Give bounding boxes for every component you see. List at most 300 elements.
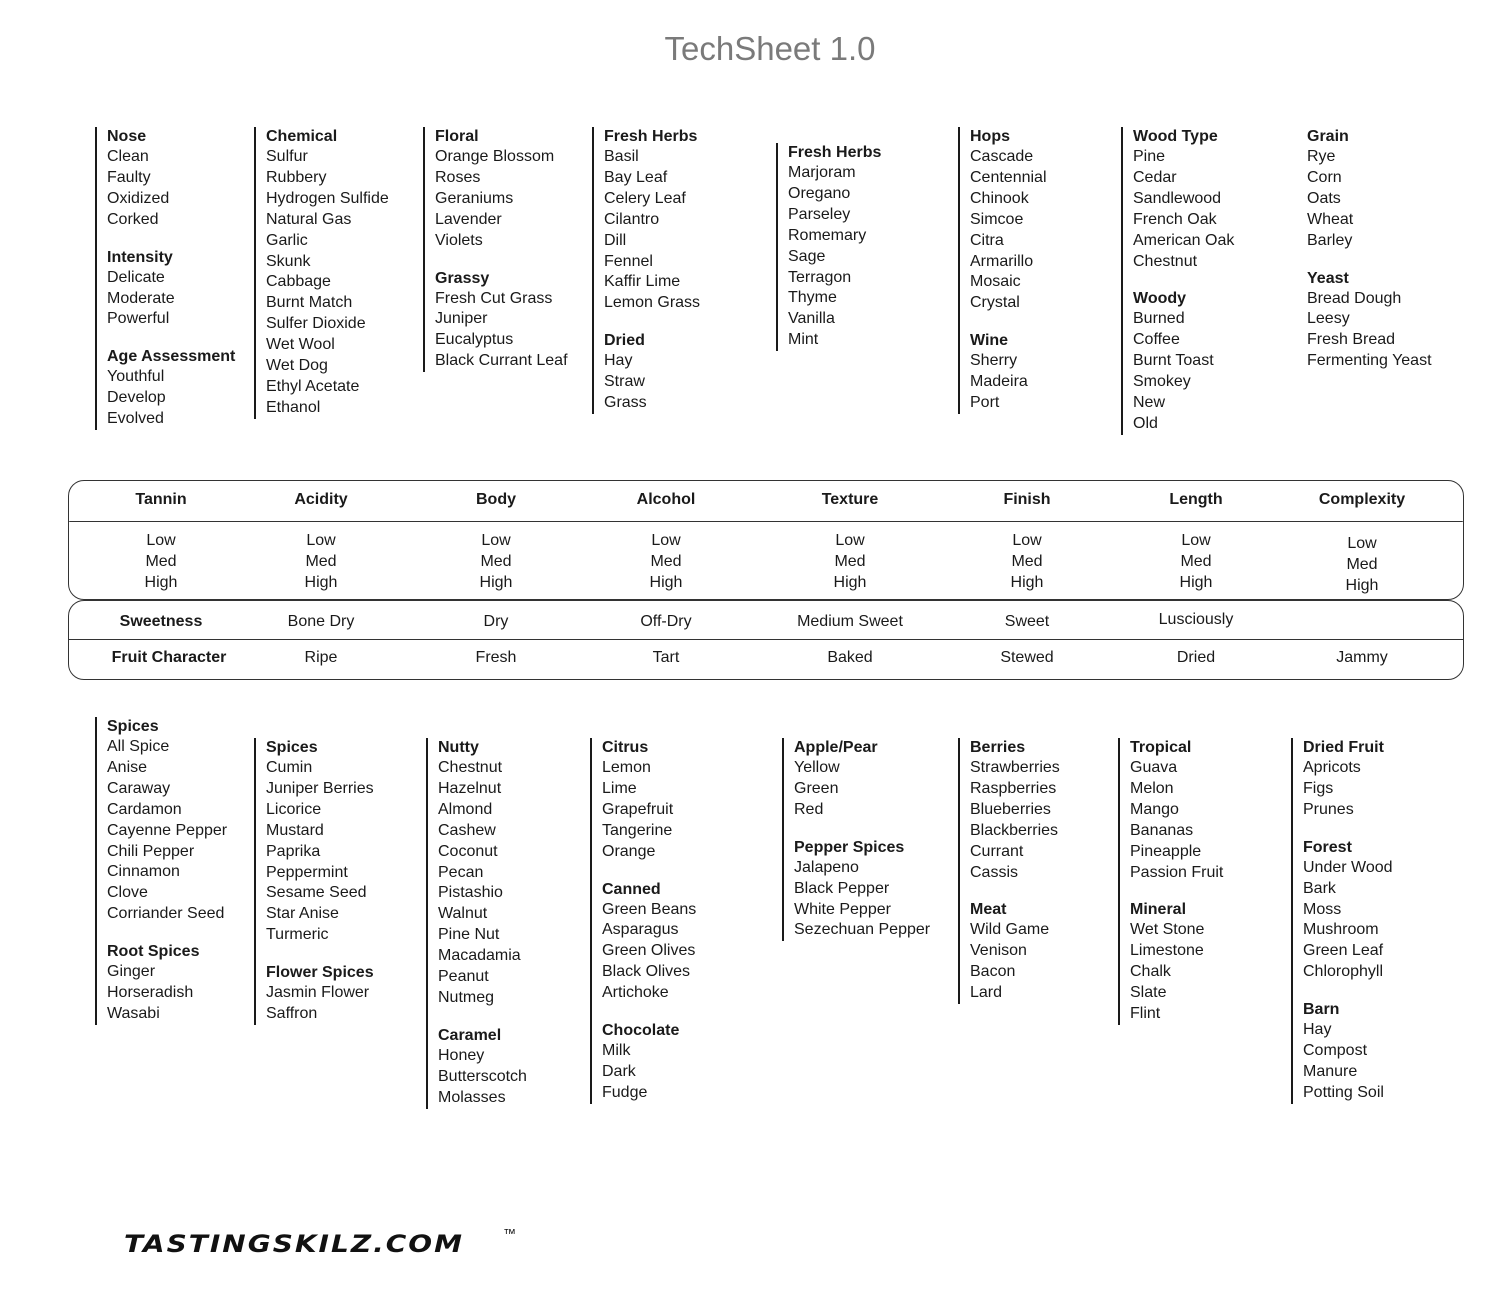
descriptor-item: Blueberries: [970, 800, 1051, 818]
descriptor-item: All Spice: [107, 738, 170, 755]
nose-group: [107, 127, 235, 231]
level-option[interactable]: Med: [650, 553, 682, 570]
descriptor-item: American Oak: [1133, 231, 1235, 249]
descriptor-item: Fresh Cut Grass: [435, 289, 553, 307]
mineral-group: [1130, 900, 1223, 1025]
descriptor-item: Blackberries: [970, 821, 1059, 839]
level-option[interactable]: Med: [1346, 556, 1378, 573]
level-option[interactable]: Med: [1180, 553, 1212, 570]
descriptor-item: Basil: [604, 148, 639, 165]
chocolate-group: [602, 1021, 696, 1104]
descriptor-item: Venison: [970, 942, 1027, 960]
structure-header-tannin: Tannin: [135, 491, 187, 508]
descriptor-item: Old: [1133, 414, 1158, 432]
fruit-character-option[interactable]: Jammy: [1336, 649, 1388, 666]
berries-group: [970, 738, 1060, 883]
level-options-texture: [765, 530, 935, 593]
descriptor-item: Apricots: [1303, 759, 1361, 776]
woody-group: [1133, 289, 1234, 434]
descriptor-item: Fudge: [602, 1083, 648, 1101]
descriptor-item: Raspberries: [970, 779, 1057, 797]
descriptor-item: Black Currant Leaf: [435, 352, 568, 370]
descriptor-item: Prunes: [1303, 800, 1354, 818]
descriptor-item: Barley: [1307, 231, 1353, 249]
level-option[interactable]: Low: [1181, 532, 1211, 549]
descriptor-item: Eucalyptus: [435, 331, 514, 349]
fresh-herbs-group: [788, 143, 881, 351]
descriptor-item: Tangerine: [602, 821, 673, 839]
wine-group: [970, 331, 1047, 414]
descriptor-item: Walnut: [438, 905, 488, 923]
descriptor-item: Violets: [435, 231, 483, 249]
fruit-character-label: Fruit Character: [111, 649, 227, 666]
descriptor-item: Yellow: [794, 759, 840, 776]
descriptor-item: Chili Pepper: [107, 842, 195, 860]
descriptor-item: Green: [794, 779, 839, 797]
page-title: TechSheet 1.0: [664, 30, 876, 67]
descriptor-item: Wild Game: [970, 921, 1050, 939]
descriptor-item: Wasabi: [107, 1004, 160, 1022]
descriptor-item: Lime: [602, 779, 637, 797]
descriptor-item: Simcoe: [970, 210, 1024, 228]
descriptor-item: Sezechuan Pepper: [794, 921, 931, 939]
category-heading: Canned: [602, 880, 661, 898]
level-options-tannin: [76, 530, 246, 593]
caramel-group: [438, 1026, 527, 1109]
descriptor-item: Rubbery: [266, 168, 327, 186]
descriptor-item: Paprika: [266, 842, 321, 860]
descriptor-item: Leesy: [1307, 310, 1350, 328]
descriptor-item: Compost: [1303, 1042, 1368, 1060]
descriptor-item: Cilantro: [604, 210, 660, 228]
sweetness-fruit-box: [68, 600, 1464, 680]
level-option[interactable]: High: [1010, 574, 1044, 591]
descriptor-item: Faulty: [107, 168, 151, 186]
descriptor-item: Delicate: [107, 268, 165, 286]
descriptor-item: Cassis: [970, 863, 1019, 881]
descriptor-item: French Oak: [1133, 210, 1217, 228]
spices-group: [107, 717, 227, 925]
descriptor-item: Asparagus: [602, 921, 679, 939]
age-assessment-group: [107, 347, 235, 430]
category-heading: Floral: [435, 128, 479, 145]
descriptor-item: Vanilla: [788, 310, 835, 328]
category-heading: Spices: [107, 718, 159, 735]
forest-group: [1303, 838, 1393, 983]
level-options-alcohol: [581, 530, 751, 593]
structure-header-alcohol: Alcohol: [636, 491, 696, 508]
descriptor-item: Burned: [1133, 310, 1185, 328]
structure-box: [68, 480, 1464, 600]
level-option[interactable]: High: [479, 574, 513, 591]
descriptor-item: Ginger: [107, 963, 156, 981]
category-heading: Mineral: [1130, 901, 1187, 919]
descriptor-item: Garlic: [266, 231, 308, 249]
descriptor-item: Limestone: [1130, 942, 1204, 960]
descriptor-item: Nutmeg: [438, 988, 495, 1006]
descriptor-item: Lard: [970, 984, 1003, 1002]
bottom-column-8: [1291, 738, 1393, 1104]
fruit-character-option[interactable]: Baked: [827, 649, 873, 666]
structure-header-complexity: Complexity: [1318, 491, 1406, 508]
descriptor-item: Green Leaf: [1303, 942, 1384, 960]
category-heading: Barn: [1303, 1001, 1340, 1019]
descriptor-item: Cedar: [1133, 168, 1177, 186]
descriptor-item: Black Olives: [602, 963, 691, 981]
descriptor-item: Lavender: [435, 210, 502, 228]
level-option[interactable]: Low: [1347, 535, 1377, 552]
pepper-spices-group: [794, 838, 930, 942]
descriptor-item: Develop: [107, 389, 166, 407]
descriptor-item: Bay Leaf: [604, 168, 668, 186]
level-option[interactable]: High: [304, 574, 338, 591]
descriptor-item: Ethanol: [266, 398, 321, 416]
descriptor-item: Evolved: [107, 410, 164, 428]
descriptor-item: Bacon: [970, 963, 1016, 981]
descriptor-item: Geraniums: [435, 189, 514, 207]
descriptor-item: Macadamia: [438, 947, 521, 965]
floral-group: [435, 127, 568, 252]
category-heading: Intensity: [107, 248, 173, 266]
level-option[interactable]: Low: [481, 532, 511, 549]
descriptor-item: Straw: [604, 373, 645, 391]
sweetness-option[interactable]: Bone Dry: [287, 613, 355, 630]
descriptor-item: Bananas: [1130, 821, 1194, 839]
sweetness-label: Sweetness: [119, 613, 203, 630]
descriptor-item: Wet Wool: [266, 336, 335, 354]
descriptor-item: Jalapeno: [794, 858, 859, 876]
dried-group: [604, 331, 700, 414]
descriptor-item: Star Anise: [266, 905, 339, 923]
descriptor-item: Crystal: [970, 294, 1020, 312]
descriptor-item: Rye: [1307, 148, 1336, 165]
structure-header-body: Body: [476, 491, 516, 508]
descriptor-item: Wet Dog: [266, 357, 328, 375]
descriptor-item: Madeira: [970, 373, 1028, 391]
descriptor-item: Coffee: [1133, 331, 1180, 349]
dried-fruit-group: [1303, 738, 1393, 821]
descriptor-item: Romemary: [788, 226, 867, 244]
sweetness-option[interactable]: Medium Sweet: [797, 613, 903, 630]
flower-spices-group: [266, 963, 374, 1025]
descriptor-item: Chlorophyll: [1303, 963, 1384, 981]
descriptor-item: Cardamon: [107, 800, 182, 818]
fruit-character-option[interactable]: Tart: [652, 649, 680, 666]
descriptor-item: Pine Nut: [438, 926, 500, 944]
sweetness-option[interactable]: Off-Dry: [640, 613, 692, 630]
descriptor-item: Dill: [604, 231, 627, 249]
descriptor-item: Hydrogen Sulfide: [266, 189, 389, 207]
descriptor-item: Juniper: [435, 310, 488, 328]
brand-logo: TASTINGSKILZ.COM: [124, 1230, 464, 1259]
level-option[interactable]: Med: [145, 553, 177, 570]
bottom-column-1: [95, 717, 227, 1025]
category-heading: Woody: [1133, 290, 1187, 308]
descriptor-item: Marjoram: [788, 164, 856, 181]
category-heading: Caramel: [438, 1026, 502, 1044]
category-heading: Grain: [1307, 128, 1349, 145]
descriptor-item: Pine: [1133, 148, 1166, 165]
descriptor-item: Cashew: [438, 821, 496, 839]
descriptor-item: Corn: [1307, 168, 1342, 186]
descriptor-item: Figs: [1303, 779, 1334, 797]
level-option[interactable]: Low: [146, 532, 176, 549]
category-heading: Grassy: [435, 269, 490, 287]
descriptor-item: Mint: [788, 331, 819, 349]
category-heading: Flower Spices: [266, 964, 374, 982]
descriptor-item: Lemon: [602, 759, 651, 776]
descriptor-item: Smokey: [1133, 373, 1191, 391]
descriptor-item: Centennial: [970, 168, 1047, 186]
descriptor-item: White Pepper: [794, 900, 891, 918]
descriptor-item: Cabbage: [266, 273, 331, 291]
descriptor-item: Molasses: [438, 1088, 506, 1106]
descriptor-item: Youthful: [107, 368, 165, 386]
category-heading: Berries: [970, 739, 1026, 756]
descriptor-item: Sesame Seed: [266, 884, 367, 902]
descriptor-item: Sherry: [970, 352, 1018, 370]
descriptor-item: Peanut: [438, 968, 489, 986]
descriptor-item: Chinook: [970, 189, 1029, 207]
bottom-column-2: [254, 738, 374, 1025]
descriptor-item: New: [1133, 394, 1166, 412]
category-heading: Wood Type: [1133, 128, 1218, 145]
descriptor-item: Mushroom: [1303, 921, 1379, 939]
level-option[interactable]: Med: [480, 553, 512, 570]
descriptor-item: Turmeric: [266, 926, 329, 944]
level-option[interactable]: Low: [306, 532, 336, 549]
bottom-column-3: [426, 738, 527, 1109]
descriptor-item: Hay: [1303, 1021, 1332, 1039]
level-option[interactable]: High: [1345, 577, 1379, 594]
meat-group: [970, 900, 1060, 1004]
descriptor-item: Honey: [438, 1046, 485, 1064]
bottom-column-6: [958, 738, 1060, 1004]
descriptor-item: Manure: [1303, 1062, 1358, 1080]
level-options-body: [411, 530, 581, 593]
category-heading: Chocolate: [602, 1022, 680, 1040]
top-column-1: [95, 127, 235, 430]
top-column-4: [592, 127, 700, 414]
descriptor-item: Citra: [970, 231, 1004, 249]
top-column-8: [1295, 127, 1432, 372]
level-option[interactable]: Low: [1012, 532, 1042, 549]
descriptor-item: Milk: [602, 1042, 631, 1060]
yeast-group: [1307, 269, 1432, 373]
descriptor-item: Grapefruit: [602, 800, 674, 818]
descriptor-item: Butterscotch: [438, 1067, 527, 1085]
structure-header-finish: Finish: [1003, 491, 1051, 508]
descriptor-item: Potting Soil: [1303, 1083, 1384, 1101]
level-options-length: [1111, 530, 1281, 593]
category-heading: Hops: [970, 128, 1010, 145]
level-option[interactable]: High: [144, 574, 178, 591]
level-option[interactable]: High: [649, 574, 683, 591]
category-heading: Yeast: [1307, 269, 1349, 287]
descriptor-item: Hazelnut: [438, 779, 502, 797]
level-option[interactable]: Med: [1011, 553, 1043, 570]
category-heading: Dried Fruit: [1303, 739, 1384, 756]
descriptor-item: Sandlewood: [1133, 189, 1222, 207]
descriptor-item: Corriander Seed: [107, 905, 225, 923]
descriptor-item: Chestnut: [438, 759, 503, 776]
top-column-7: [1121, 127, 1234, 435]
descriptor-item: Chalk: [1130, 963, 1171, 981]
apple-pear-group: [794, 738, 930, 821]
descriptor-item: Almond: [438, 800, 493, 818]
spices-group: [266, 738, 374, 946]
descriptor-item: Fermenting Yeast: [1307, 352, 1432, 370]
category-heading: Root Spices: [107, 943, 200, 961]
descriptor-item: Ethyl Acetate: [266, 377, 360, 395]
barn-group: [1303, 1000, 1393, 1104]
descriptor-item: Wet Stone: [1130, 921, 1205, 939]
descriptor-item: Port: [970, 394, 1000, 412]
descriptor-item: Cascade: [970, 148, 1034, 165]
category-heading: Chemical: [266, 128, 338, 145]
descriptor-item: Pecan: [438, 863, 484, 881]
descriptor-item: Under Wood: [1303, 858, 1393, 876]
chemical-group: [266, 127, 389, 419]
fruit-character-option[interactable]: Ripe: [304, 649, 338, 666]
descriptor-item: Oregano: [788, 184, 851, 202]
descriptor-item: Wheat: [1307, 210, 1354, 228]
descriptor-item: Roses: [435, 168, 481, 186]
level-option[interactable]: Low: [651, 532, 681, 549]
descriptor-item: Strawberries: [970, 759, 1060, 776]
level-option[interactable]: High: [833, 574, 867, 591]
fruit-character-option[interactable]: Dried: [1176, 649, 1216, 666]
descriptor-item: Burnt Match: [266, 294, 353, 312]
top-column-5: [776, 143, 881, 351]
descriptor-item: Kaffir Lime: [604, 273, 681, 291]
top-column-2: [254, 127, 389, 419]
descriptor-item: Pistashio: [438, 884, 503, 902]
descriptor-item: Cinnamon: [107, 863, 180, 881]
descriptor-item: Anise: [107, 758, 148, 776]
structure-header-texture: Texture: [821, 491, 879, 508]
category-heading: Meat: [970, 901, 1007, 919]
category-heading: Spices: [266, 739, 318, 756]
descriptor-item: Artichoke: [602, 984, 669, 1002]
descriptor-item: Currant: [970, 842, 1024, 860]
level-option[interactable]: Med: [305, 553, 337, 570]
descriptor-item: Cumin: [266, 759, 313, 776]
descriptor-item: Orange Blossom: [435, 148, 555, 165]
sweetness-option[interactable]: Sweet: [1004, 613, 1050, 630]
descriptor-item: Fresh Bread: [1307, 331, 1396, 349]
citrus-group: [602, 738, 696, 863]
grain-group: [1307, 127, 1432, 252]
descriptor-item: Orange: [602, 842, 656, 860]
descriptor-item: Mustard: [266, 821, 324, 839]
descriptor-item: Cayenne Pepper: [107, 821, 228, 839]
descriptor-item: Clove: [107, 884, 148, 902]
descriptor-item: Oats: [1307, 189, 1341, 207]
descriptor-item: Grass: [604, 394, 647, 412]
descriptor-item: Horseradish: [107, 984, 194, 1002]
structure-header-length: Length: [1169, 491, 1223, 508]
descriptor-item: Fennel: [604, 252, 653, 270]
category-heading: Apple/Pear: [794, 739, 878, 756]
fresh-herbs-group: [604, 127, 700, 314]
grassy-group: [435, 269, 568, 373]
category-heading: Tropical: [1130, 739, 1192, 756]
descriptor-item: Licorice: [266, 800, 322, 818]
descriptor-item: Parseley: [788, 205, 851, 223]
level-options-finish: [942, 530, 1112, 593]
descriptor-item: Melon: [1130, 779, 1174, 797]
sweetness-option[interactable]: Lusciously: [1158, 611, 1234, 628]
descriptor-item: Celery Leaf: [604, 189, 686, 207]
fruit-character-option[interactable]: Fresh: [475, 649, 517, 666]
descriptor-item: Caraway: [107, 779, 171, 797]
descriptor-item: Sulfur: [266, 148, 308, 165]
descriptor-item: Burnt Toast: [1133, 352, 1214, 370]
level-options-complexity: [1277, 533, 1447, 596]
sweetness-divider: [69, 639, 1463, 640]
descriptor-item: Mosaic: [970, 273, 1021, 291]
category-heading: Age Assessment: [107, 348, 236, 366]
descriptor-item: Mango: [1130, 800, 1179, 818]
descriptor-item: Slate: [1130, 984, 1167, 1002]
wood-type-group: [1133, 127, 1234, 272]
category-heading: Pepper Spices: [794, 838, 905, 856]
bottom-column-5: [782, 738, 930, 941]
level-option[interactable]: High: [1179, 574, 1213, 591]
descriptor-item: Chestnut: [1133, 252, 1198, 270]
descriptor-item: Red: [794, 800, 824, 818]
descriptor-item: Guava: [1130, 759, 1178, 776]
descriptor-item: Thyme: [788, 289, 837, 307]
level-options-acidity: [236, 530, 406, 593]
descriptor-item: Clean: [107, 148, 149, 165]
fruit-character-option[interactable]: Stewed: [1000, 649, 1054, 666]
category-heading: Fresh Herbs: [604, 128, 698, 145]
descriptor-item: Flint: [1130, 1005, 1161, 1023]
nutty-group: [438, 738, 527, 1009]
category-heading: Forest: [1303, 838, 1352, 856]
descriptor-item: Bread Dough: [1307, 289, 1402, 307]
canned-group: [602, 880, 696, 1005]
descriptor-item: Sage: [788, 247, 826, 265]
descriptor-item: Armarillo: [970, 252, 1034, 270]
descriptor-item: Coconut: [438, 842, 498, 860]
descriptor-item: Hay: [604, 352, 633, 370]
descriptor-item: Powerful: [107, 310, 170, 328]
category-heading: Dried: [604, 332, 645, 350]
descriptor-item: Passion Fruit: [1130, 863, 1224, 881]
trademark-mark: ™: [503, 1226, 516, 1241]
bottom-column-7: [1118, 738, 1223, 1025]
descriptor-item: Saffron: [266, 1005, 318, 1023]
descriptor-item: Dark: [602, 1062, 636, 1080]
root-spices-group: [107, 942, 227, 1025]
descriptor-item: Lemon Grass: [604, 294, 701, 312]
category-heading: Nutty: [438, 739, 479, 756]
category-heading: Nose: [107, 128, 147, 145]
sweetness-option[interactable]: Dry: [483, 613, 509, 630]
level-option[interactable]: Low: [835, 532, 865, 549]
descriptor-item: Natural Gas: [266, 210, 352, 228]
structure-divider: [69, 521, 1463, 522]
hops-group: [970, 127, 1047, 314]
descriptor-item: Juniper Berries: [266, 779, 374, 797]
descriptor-item: Peppermint: [266, 863, 348, 881]
descriptor-item: Oxidized: [107, 189, 170, 207]
descriptor-item: Terragon: [788, 268, 852, 286]
level-option[interactable]: Med: [834, 553, 866, 570]
